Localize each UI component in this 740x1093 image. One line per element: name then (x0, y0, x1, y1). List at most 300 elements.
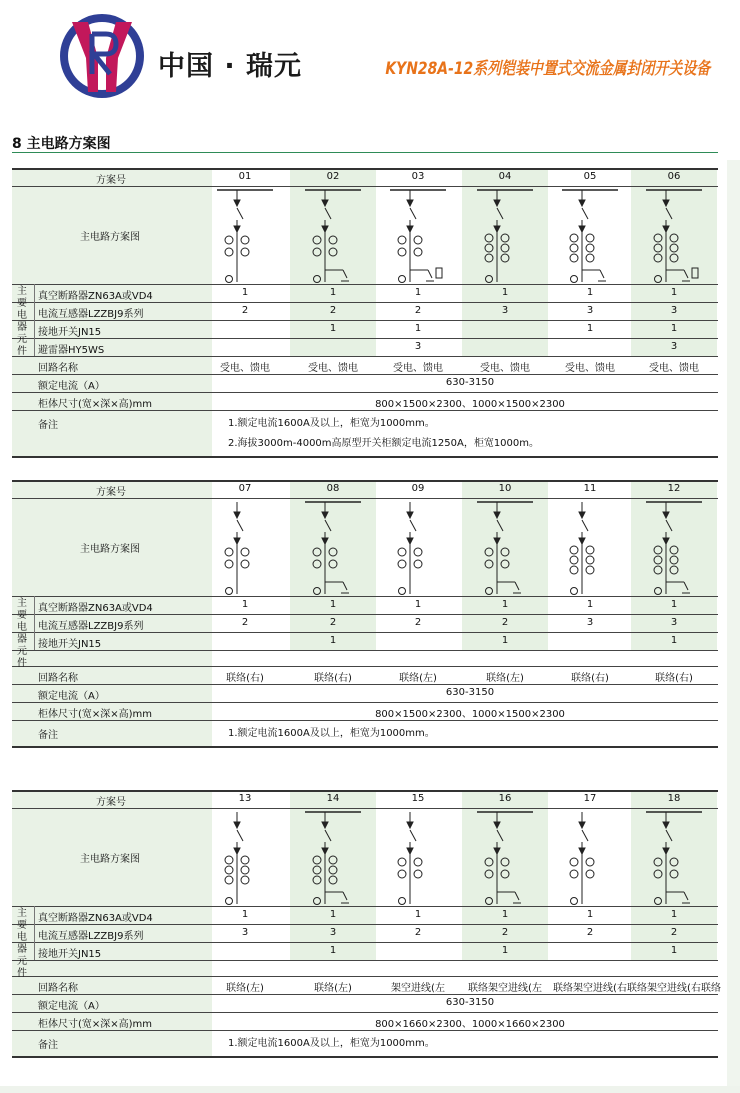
ct-coil-left-2 (313, 876, 321, 884)
circuit-diagram-15 (388, 808, 448, 908)
component-label-divider (34, 596, 35, 650)
row-divider (12, 790, 718, 792)
indicator-lamp-shape (655, 276, 662, 283)
cabinet-size-label: 柜体尺寸(宽×深×高)mm (38, 399, 153, 410)
breaker-blade-line (410, 520, 416, 531)
circuit-diagram-4 (475, 186, 535, 286)
ct-coil-right-0 (414, 858, 422, 866)
vcb-qty: 1 (329, 287, 337, 298)
ct-coil-left-1 (225, 866, 233, 874)
ct-qty: 3 (241, 927, 249, 938)
indicator-lamp-shape (486, 276, 493, 283)
ct-coil-right-1 (670, 870, 678, 878)
row-divider (12, 650, 718, 651)
ct-coil-right-0 (241, 236, 249, 244)
scheme-table-3 (12, 790, 721, 1056)
circuit-label: 回路名称 (38, 983, 78, 994)
circuit-diagram-13 (215, 808, 275, 908)
ct-coil-left-1 (654, 870, 662, 878)
plug-contact-low-shape (407, 538, 413, 544)
circuit-name: 受电、馈电 (565, 363, 615, 374)
components-vertical-label: 主要电器元件 (17, 286, 27, 357)
ct-coil-left-2 (654, 566, 662, 574)
row-divider (12, 924, 718, 925)
circuit-diagram-16 (475, 808, 535, 908)
ct-coil-right-0 (414, 548, 422, 556)
es-qty: 1 (329, 945, 337, 956)
ct-coil-left-2 (225, 876, 233, 884)
breaker-blade-line (237, 520, 243, 531)
row-divider (12, 1030, 718, 1031)
ct-qty: 3 (329, 927, 337, 938)
ct-coil-right-2 (241, 876, 249, 884)
ct-coil-right-0 (670, 546, 678, 554)
scheme-number: 18 (667, 793, 681, 804)
vcb-qty: 1 (501, 909, 509, 920)
plug-contact-low-shape (494, 848, 500, 854)
note-line: 1.额定电流1600A及以上，柜宽为1000mm。 (228, 728, 435, 739)
indicator-lamp-shape (314, 898, 321, 905)
ct-coil-right-2 (586, 566, 594, 574)
ct-coil-right-0 (586, 234, 594, 242)
ct-coil-left-0 (654, 234, 662, 242)
ct-coil-right-0 (501, 858, 509, 866)
earth-switch-line (343, 582, 347, 590)
indicator-lamp-shape (399, 276, 406, 283)
indicator-lamp-shape (399, 898, 406, 905)
cabinet-size-label: 柜体尺寸(宽×深×高)mm (38, 1019, 153, 1030)
es-label: 接地开关JN15 (38, 639, 102, 650)
scheme-number: 05 (583, 171, 597, 182)
ct-coil-right-1 (501, 870, 509, 878)
ct-qty: 2 (501, 617, 509, 628)
cabinet-size-label: 柜体尺寸(宽×深×高)mm (38, 709, 153, 720)
ct-coil-left-0 (398, 858, 406, 866)
ct-coil-right-0 (670, 858, 678, 866)
ct-qty: 2 (670, 927, 678, 938)
indicator-lamp-shape (226, 276, 233, 283)
plug-contact-shape (663, 200, 669, 206)
note-line: 1.额定电流1600A及以上，柜宽为1000mm。 (228, 418, 435, 429)
plug-contact-shape (322, 822, 328, 828)
ct-coil-right-2 (586, 254, 594, 262)
circuit-name: 联络(左) (314, 983, 352, 994)
ct-coil-right-0 (329, 856, 337, 864)
plug-contact-low-shape (663, 848, 669, 854)
ct-coil-left-1 (654, 556, 662, 564)
ct-coil-left-0 (485, 234, 493, 242)
ct-qty: 3 (586, 305, 594, 316)
ct-coil-right-2 (670, 566, 678, 574)
cabinet-size-value: 800×1500×2300、1000×1500×2300 (375, 399, 565, 410)
breaker-blade-line (666, 520, 672, 531)
row-divider (12, 702, 718, 703)
breaker-blade-line (237, 208, 243, 219)
ct-qty: 2 (241, 305, 249, 316)
circuit-name: 联络(右) (655, 673, 693, 684)
scheme-number: 08 (326, 483, 340, 494)
scheme-number: 06 (667, 171, 681, 182)
circuit-diagram-9 (388, 498, 448, 598)
plug-contact-low-shape (579, 226, 585, 232)
ct-qty: 2 (241, 617, 249, 628)
vcb-qty: 1 (586, 599, 594, 610)
row-divider (12, 746, 718, 748)
notes-label: 备注 (38, 420, 58, 431)
ct-coil-right-1 (241, 248, 249, 256)
ct-coil-left-1 (398, 560, 406, 568)
ct-coil-left-1 (313, 866, 321, 874)
ct-coil-left-0 (225, 236, 233, 244)
circuit-name: 受电、馈电 (649, 363, 699, 374)
indicator-lamp-shape (655, 898, 662, 905)
vcb-qty: 1 (329, 599, 337, 610)
cabinet-size-value: 800×1660×2300、1000×1660×2300 (375, 1019, 565, 1030)
ct-coil-left-2 (654, 254, 662, 262)
breaker-blade-line (497, 520, 503, 531)
ct-coil-left-0 (654, 546, 662, 554)
circuit-label: 回路名称 (38, 673, 78, 684)
earth-switch-line (684, 582, 688, 590)
row-divider (12, 1056, 718, 1058)
indicator-lamp-shape (571, 276, 578, 283)
ct-coil-left-0 (313, 548, 321, 556)
circuit-name: 受电、馈电 (480, 363, 530, 374)
es-qty: 1 (329, 635, 337, 646)
ct-coil-right-1 (586, 556, 594, 564)
ct-coil-right-1 (329, 248, 337, 256)
indicator-lamp-shape (571, 588, 578, 595)
scheme-number: 02 (326, 171, 340, 182)
ct-coil-left-1 (313, 560, 321, 568)
circuit-diagram-1 (215, 186, 275, 286)
cabinet-size-value: 800×1500×2300、1000×1500×2300 (375, 709, 565, 720)
ct-coil-left-1 (570, 870, 578, 878)
ct-coil-right-1 (586, 870, 594, 878)
plug-contact-low-shape (407, 848, 413, 854)
row-divider (12, 942, 718, 943)
plug-contact-shape (234, 512, 240, 518)
vcb-qty: 1 (329, 909, 337, 920)
ct-coil-left-0 (570, 546, 578, 554)
plug-contact-low-shape (322, 848, 328, 854)
ct-coil-right-1 (329, 866, 337, 874)
circuit-diagram-6 (644, 186, 704, 286)
scheme-number: 15 (411, 793, 425, 804)
ct-coil-right-1 (414, 560, 422, 568)
breaker-blade-line (410, 830, 416, 841)
ry-logo-icon (58, 12, 146, 100)
circuit-diagram-17 (560, 808, 620, 908)
row-divider (12, 356, 718, 357)
circuit-diagram-5 (560, 186, 620, 286)
breaker-blade-line (582, 520, 588, 531)
ct-coil-right-0 (414, 236, 422, 244)
earth-switch-line (515, 892, 519, 900)
ct-coil-right-0 (501, 234, 509, 242)
plug-contact-shape (322, 512, 328, 518)
breaker-blade-line (666, 208, 672, 219)
ct-coil-left-0 (225, 548, 233, 556)
ct-label: 电流互感器LZZBJ9系列 (38, 309, 144, 320)
row-divider (12, 960, 718, 961)
ct-coil-right-1 (414, 248, 422, 256)
indicator-lamp-shape (226, 588, 233, 595)
notes-label: 备注 (38, 1040, 58, 1051)
ct-coil-left-1 (485, 560, 493, 568)
vcb-qty: 1 (241, 599, 249, 610)
diagram-label: 主电路方案图 (80, 232, 140, 243)
ct-coil-right-0 (670, 234, 678, 242)
scheme-table-2 (12, 480, 718, 746)
ct-coil-left-1 (570, 244, 578, 252)
earth-switch-line (684, 892, 688, 900)
bottom-band (0, 1086, 740, 1093)
plug-contact-shape (407, 512, 413, 518)
earth-switch-line (343, 892, 347, 900)
scheme-table-1 (12, 168, 718, 456)
row-divider (12, 168, 718, 170)
indicator-lamp-shape (226, 898, 233, 905)
plug-contact-low-shape (234, 848, 240, 854)
plug-contact-low-shape (234, 538, 240, 544)
vcb-qty: 1 (414, 599, 422, 610)
circuit-name: 联络(左) (226, 983, 264, 994)
circuit-diagram-11 (560, 498, 620, 598)
vcb-label: 真空断路器ZN63A或VD4 (38, 603, 153, 614)
vcb-qty: 1 (241, 909, 249, 920)
ct-coil-right-0 (586, 546, 594, 554)
scheme-number: 03 (411, 171, 425, 182)
ct-coil-left-2 (485, 254, 493, 262)
row-divider (12, 614, 718, 615)
ct-coil-left-1 (398, 870, 406, 878)
plug-contact-shape (322, 200, 328, 206)
earth-switch-line (600, 270, 604, 278)
row-divider (12, 374, 718, 375)
circuit-name: 联络(左) (486, 673, 524, 684)
plug-contact-low-shape (322, 226, 328, 232)
plug-contact-low-shape (322, 538, 328, 544)
circuit-diagram-18 (644, 808, 704, 908)
breaker-blade-line (325, 830, 331, 841)
ct-label: 电流互感器LZZBJ9系列 (38, 621, 144, 632)
es-qty: 1 (670, 635, 678, 646)
breaker-blade-line (237, 830, 243, 841)
scheme-number: 17 (583, 793, 597, 804)
ct-coil-right-0 (501, 548, 509, 556)
scheme-number: 14 (326, 793, 340, 804)
es-qty: 1 (414, 323, 422, 334)
vcb-qty: 1 (501, 599, 509, 610)
rated-current-label: 额定电流（A） (38, 381, 105, 392)
indicator-lamp-shape (399, 588, 406, 595)
plug-contact-low-shape (663, 226, 669, 232)
ct-qty: 2 (586, 927, 594, 938)
indicator-lamp-shape (486, 898, 493, 905)
ct-coil-right-0 (586, 858, 594, 866)
vcb-qty: 1 (670, 287, 678, 298)
indicator-lamp-shape (571, 898, 578, 905)
plug-contact-low-shape (234, 226, 240, 232)
scheme-number: 10 (498, 483, 512, 494)
plug-contact-low-shape (407, 226, 413, 232)
ct-coil-right-1 (329, 560, 337, 568)
notes-label: 备注 (38, 730, 58, 741)
es-label: 接地开关JN15 (38, 949, 102, 960)
circuit-label: 回路名称 (38, 363, 78, 374)
ct-coil-right-0 (241, 856, 249, 864)
plug-contact-shape (663, 512, 669, 518)
plug-contact-shape (494, 200, 500, 206)
plug-contact-low-shape (494, 226, 500, 232)
row-divider (12, 320, 718, 321)
ct-coil-left-0 (654, 858, 662, 866)
ct-qty: 3 (670, 617, 678, 628)
vcb-qty: 1 (414, 287, 422, 298)
arrester-shape (692, 268, 698, 278)
row-divider (12, 392, 718, 393)
row-divider (12, 302, 718, 303)
ct-coil-left-0 (485, 858, 493, 866)
ct-coil-left-1 (485, 870, 493, 878)
ct-coil-right-2 (501, 254, 509, 262)
rated-current-value: 630-3150 (445, 377, 495, 388)
breaker-blade-line (410, 208, 416, 219)
circuit-name: 联络(右) (314, 673, 352, 684)
diagram-label: 主电路方案图 (80, 854, 140, 865)
ct-coil-left-0 (570, 234, 578, 242)
row-divider (12, 994, 718, 995)
ct-label: 电流互感器LZZBJ9系列 (38, 931, 144, 942)
breaker-blade-line (497, 830, 503, 841)
plug-contact-shape (234, 200, 240, 206)
row-divider (12, 456, 718, 458)
scheme-number: 13 (238, 793, 252, 804)
circuit-name: 架空进线(左 (391, 983, 445, 994)
ct-coil-right-1 (241, 866, 249, 874)
row-divider (12, 632, 718, 633)
ct-coil-right-1 (414, 870, 422, 878)
scheme-no-label: 方案号 (96, 487, 126, 498)
ct-coil-right-1 (501, 244, 509, 252)
ct-coil-left-2 (570, 566, 578, 574)
brand-name: 中国 · 瑞元 (158, 51, 303, 82)
plug-contact-low-shape (579, 538, 585, 544)
scheme-no-label: 方案号 (96, 797, 126, 808)
ct-coil-right-1 (670, 556, 678, 564)
components-vertical-label: 主要电器元件 (17, 908, 27, 979)
rated-current-value: 630-3150 (445, 687, 495, 698)
ct-coil-left-0 (225, 856, 233, 864)
ct-coil-right-0 (329, 548, 337, 556)
ct-coil-left-0 (313, 856, 321, 864)
row-divider (12, 666, 718, 667)
diagram-label: 主电路方案图 (80, 544, 140, 555)
es-qty: 1 (586, 323, 594, 334)
vcb-qty: 1 (670, 909, 678, 920)
es-qty: 1 (670, 945, 678, 956)
vcb-qty: 1 (501, 287, 509, 298)
ct-qty: 3 (586, 617, 594, 628)
earth-switch-line (684, 270, 688, 278)
plug-contact-shape (494, 822, 500, 828)
scheme-number: 12 (667, 483, 681, 494)
breaker-blade-line (325, 520, 331, 531)
circuit-name: 受电、馈电 (220, 363, 270, 374)
document-title: KYN28A-12系列铠装中置式交流金属封闭开关设备 (385, 59, 710, 79)
vcb-label: 真空断路器ZN63A或VD4 (38, 291, 153, 302)
ct-coil-left-1 (570, 556, 578, 564)
row-divider (12, 976, 718, 977)
row-divider (12, 720, 718, 721)
scheme-number: 16 (498, 793, 512, 804)
components-vertical-label: 主要电器元件 (17, 598, 27, 669)
ct-coil-right-2 (329, 876, 337, 884)
component-label-divider (34, 284, 35, 356)
arrester-qty: 3 (414, 341, 422, 352)
ct-qty: 2 (329, 617, 337, 628)
ct-coil-left-0 (313, 236, 321, 244)
plug-contact-shape (407, 822, 413, 828)
ct-coil-left-1 (654, 244, 662, 252)
ct-coil-left-1 (398, 248, 406, 256)
es-qty: 1 (501, 635, 509, 646)
circuit-diagram-3 (388, 186, 448, 286)
indicator-lamp-shape (486, 588, 493, 595)
circuit-diagram-12 (644, 498, 704, 598)
ct-qty: 2 (414, 305, 422, 316)
rated-current-label: 额定电流（A） (38, 691, 105, 702)
scheme-number: 01 (238, 171, 252, 182)
plug-contact-shape (579, 512, 585, 518)
circuit-name: 联络架空进线(右 (553, 983, 627, 994)
vcb-label: 真空断路器ZN63A或VD4 (38, 913, 153, 924)
ct-coil-right-0 (329, 236, 337, 244)
circuit-diagram-8 (303, 498, 363, 598)
row-divider (12, 684, 718, 685)
ct-coil-left-1 (485, 244, 493, 252)
scheme-no-label: 方案号 (96, 175, 126, 186)
ct-coil-left-1 (225, 248, 233, 256)
ct-coil-right-1 (670, 244, 678, 252)
breaker-blade-line (666, 830, 672, 841)
vcb-qty: 1 (586, 909, 594, 920)
circuit-diagram-2 (303, 186, 363, 286)
row-divider (12, 480, 718, 482)
circuit-name: 受电、馈电 (308, 363, 358, 374)
ct-coil-right-1 (241, 560, 249, 568)
plug-contact-shape (663, 822, 669, 828)
ct-coil-left-0 (398, 236, 406, 244)
ct-qty: 2 (414, 617, 422, 628)
circuit-diagram-7 (215, 498, 275, 598)
breaker-blade-line (582, 830, 588, 841)
arrester-shape (436, 268, 442, 278)
ct-coil-left-0 (398, 548, 406, 556)
breaker-blade-line (325, 208, 331, 219)
plug-contact-low-shape (579, 848, 585, 854)
plug-contact-shape (234, 822, 240, 828)
circuit-name: 联络架空进线(右联络 (627, 983, 721, 994)
component-label-divider (34, 906, 35, 960)
ct-coil-left-2 (570, 254, 578, 262)
vcb-qty: 1 (670, 599, 678, 610)
vcb-qty: 1 (586, 287, 594, 298)
note-line: 1.额定电流1600A及以上，柜宽为1000mm。 (228, 1038, 435, 1049)
rated-current-value: 630-3150 (445, 997, 495, 1008)
plug-contact-shape (407, 200, 413, 206)
